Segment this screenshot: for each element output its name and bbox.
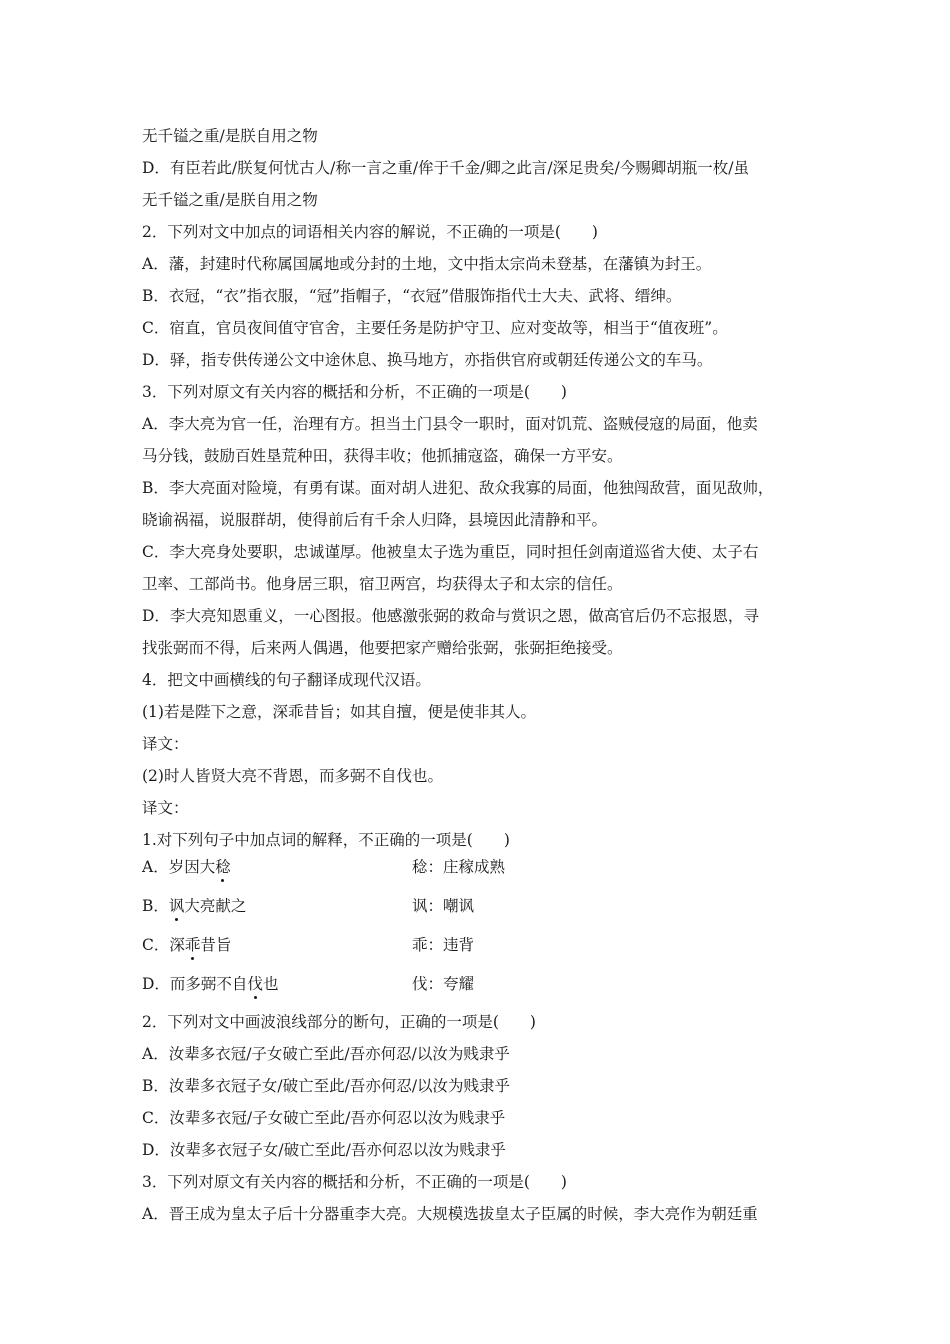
q4-sentence-1: (1)若是陛下之意，深乖昔旨；如其自擅，便是使非其人。 [142, 703, 536, 721]
dotted-word: 稔 [215, 858, 231, 876]
q4-stem: 4．把文中画横线的句子翻译成现代汉语。 [142, 671, 431, 689]
q4-sentence-2: (2)时人皆贤大亮不背恩，而多弼不自伐也。 [142, 767, 443, 785]
q3-option-c-line2: 卫率、工部尚书。他身居三职，宿卫两宫，均获得太子和太宗的信任。 [142, 575, 623, 593]
q4-translation-label-1: 译文： [142, 735, 189, 753]
row-text-pre: B． [142, 897, 169, 915]
p2-q1-row-a [142, 857, 231, 877]
p2-q1-gloss-b: 讽：嘲讽 [412, 897, 475, 915]
q1-option-c-continuation: 无千镒之重/是朕自用之物 [142, 127, 318, 145]
q3-option-d-line1: D．李大亮知恩重义，一心图报。他感激张弼的救命与赏识之恩，做高官后仍不忘报恩，寻 [142, 607, 759, 625]
q2-option-d: D．驿，指专供传递公文中途休息、换马地方，亦指供官府或朝廷传递公文的车马。 [142, 351, 713, 369]
q2-option-a: A．藩，封建时代称属国属地或分封的土地，文中指太宗尚未登基，在藩镇为封王。 [142, 255, 712, 273]
dotted-word: 讽 [168, 897, 185, 915]
q2-option-c: C．宿直，官员夜间值守官舍，主要任务是防护守卫、应对变故等，相当于“值夜班”。 [142, 319, 728, 337]
p2-q3-option-a-line1: A．晋王成为皇太子后十分器重李大亮。大规模选拔皇太子臣属的时候，李大亮作为朝廷重 [142, 1205, 758, 1223]
row-text-pre: D．而多弼不自 [142, 975, 248, 993]
p2-q1-row-b [142, 896, 246, 916]
p2-q2-stem: 2．下列对文中画波浪线部分的断句，正确的一项是( ) [142, 1013, 536, 1031]
p2-q1-gloss-d: 伐：夸耀 [412, 975, 475, 993]
p2-q2-option-c: C．汝辈多衣冠/子女破亡至此/吾亦何忍以汝为贱隶乎 [142, 1109, 506, 1127]
q1-option-d-line2: 无千镒之重/是朕自用之物 [142, 191, 318, 209]
p2-q1-gloss-a: 稔：庄稼成熟 [412, 858, 506, 876]
p2-q2-option-a: A．汝辈多衣冠/子女破亡至此/吾亦何忍/以汝为贱隶乎 [142, 1045, 510, 1063]
q1-option-d-line1: D．有臣若此/朕复何忧古人/称一言之重/侔于千金/卿之此言/深足贵矣/今赐卿胡瓶一枚/虽 [142, 159, 749, 177]
dotted-word: 乖 [184, 936, 201, 954]
p2-q2-option-b: B．汝辈多衣冠子女/破亡至此/吾亦何忍/以汝为贱隶乎 [142, 1077, 511, 1095]
q3-stem: 3．下列对原文有关内容的概括和分析，不正确的一项是( ) [142, 383, 567, 401]
p2-q1-stem: 1.对下列句子中加点词的解释，不正确的一项是( ) [142, 831, 510, 849]
q3-option-b-line2: 晓谕祸福，说服群胡，使得前后有千余人归降，县境因此清静和平。 [142, 511, 608, 529]
q3-option-a-line2: 马分钱，鼓励百姓垦荒种田，获得丰收；他抓捕寇盗，确保一方平安。 [142, 447, 623, 465]
q4-translation-label-2: 译文： [142, 799, 189, 817]
q3-option-a-line1: A．李大亮为官一任，治理有方。担当土门县令一职时，面对饥荒、盗贼侵寇的局面，他卖 [142, 415, 758, 433]
row-text-post: 昔旨 [200, 936, 232, 954]
p2-q1-row-c [142, 935, 231, 955]
row-text-pre: A．岁因大 [142, 858, 216, 876]
p2-q3-stem: 3．下列对原文有关内容的概括和分析，不正确的一项是( ) [142, 1173, 567, 1191]
p2-q1-gloss-c: 乖：违背 [412, 936, 475, 954]
p2-q2-option-d: D．汝辈多衣冠子女/破亡至此/吾亦何忍以汝为贱隶乎 [142, 1141, 506, 1159]
row-text-post: 也 [262, 975, 279, 993]
q3-option-b-line1: B．李大亮面对险境，有勇有谋。面对胡人进犯、敌众我寡的局面，他独闯敌营，面见敌帅， [142, 479, 774, 497]
row-text-pre: C．深 [142, 936, 185, 954]
q3-option-c-line1: C．李大亮身处要职，忠诚谨厚。他被皇太子选为重臣，同时担任剑南道巡省大使、太子右 [142, 543, 759, 561]
q2-stem: 2．下列对文中加点的词语相关内容的解说，不正确的一项是( ) [142, 223, 598, 241]
dotted-word: 伐 [247, 975, 263, 993]
p2-q1-row-d [142, 974, 278, 994]
q2-option-b: B．衣冠，“衣”指衣服，“冠”指帽子，“衣冠”借服饰指代士大夫、武将、缙绅。 [142, 287, 682, 305]
row-text-post: 大亮献之 [184, 897, 247, 915]
q3-option-d-line2: 找张弼而不得，后来两人偶遇，他要把家产赠给张弼，张弼拒绝接受。 [142, 639, 623, 657]
